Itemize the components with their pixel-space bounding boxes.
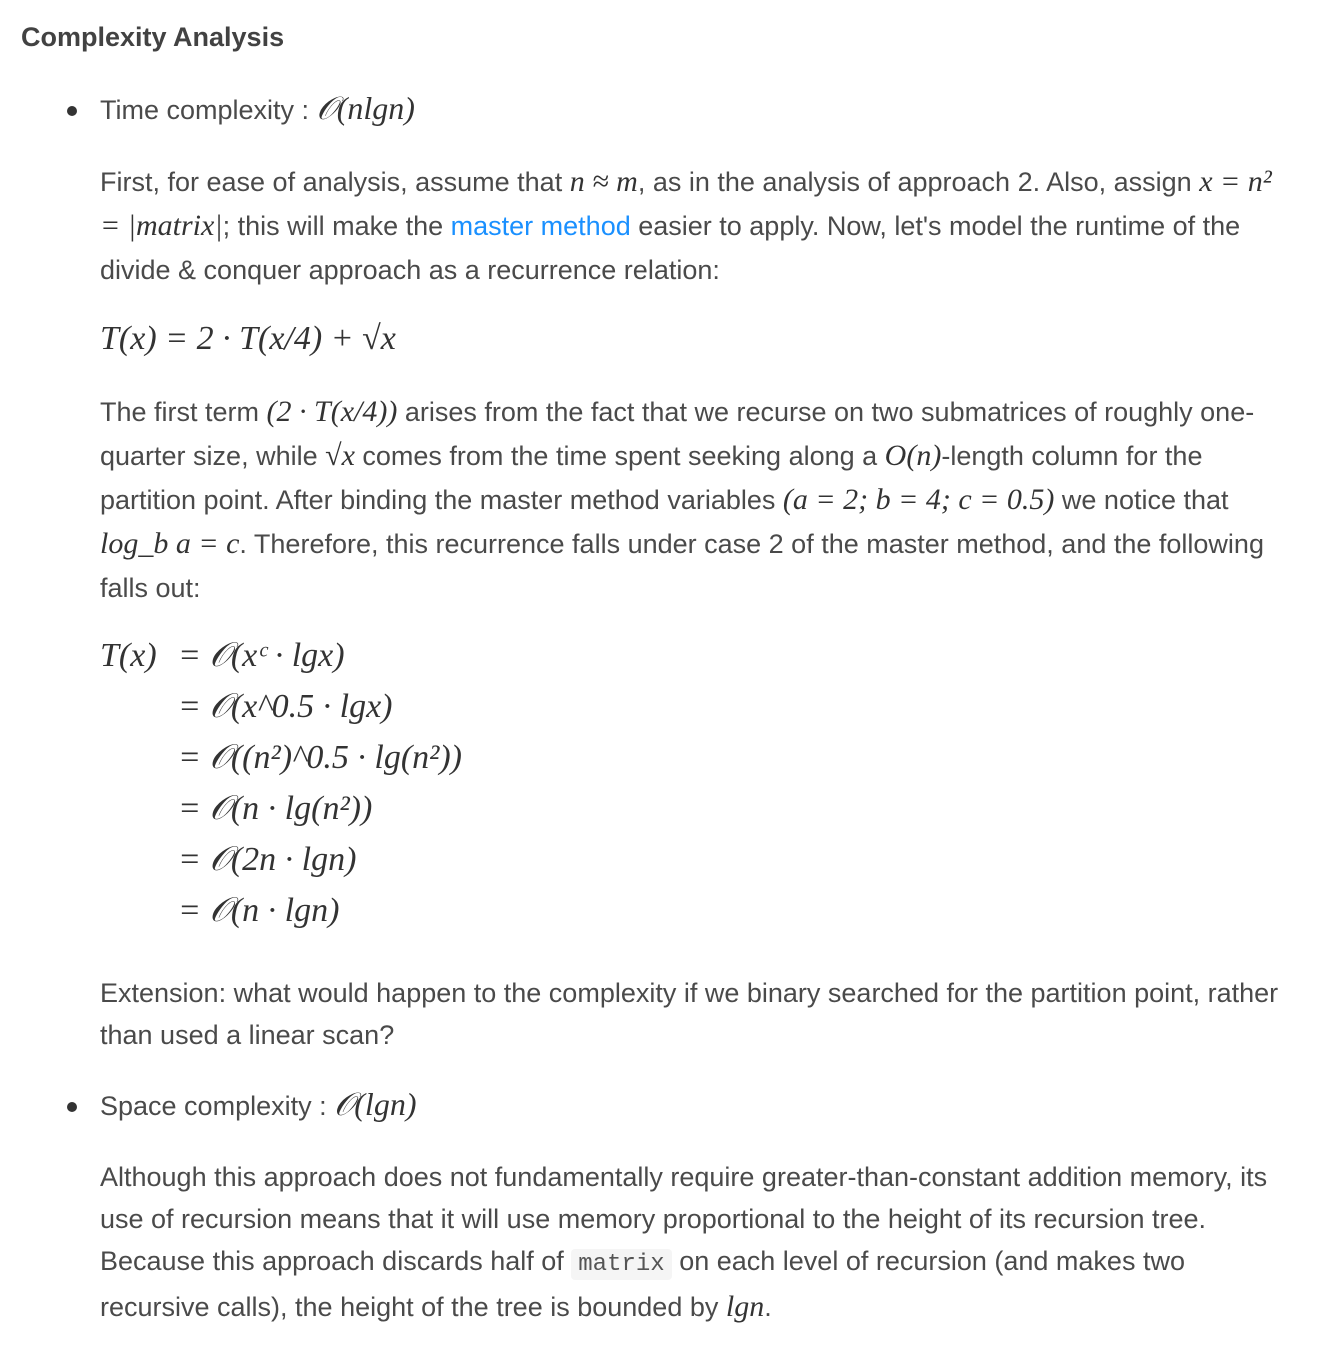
derivation-step: = 𝒪(n · lg(n²)) — [178, 789, 373, 827]
text: easier to apply. Now, let's model the runtime of the divide & conquer approach as a recurrence relation: — [100, 211, 1241, 285]
text: The first term — [100, 397, 267, 427]
derivation-step: = 𝒪(n · lgn) — [178, 891, 340, 929]
derivation-row — [100, 783, 462, 834]
section-heading: Complexity Analysis — [21, 22, 285, 52]
extension-paragraph: Extension: what would happen to the complexity if we binary searched for the partition point, rather than used a linear scan? — [100, 978, 1279, 1050]
space-paragraph — [100, 1156, 1280, 1328]
derivation-row — [100, 681, 462, 732]
time-complexity-heading — [100, 90, 415, 128]
time-paragraph-2 — [100, 390, 1280, 610]
bullet-space — [67, 1102, 77, 1112]
text: . — [764, 1292, 772, 1322]
time-math: 𝒪(nlgn) — [316, 90, 415, 126]
math-vars: (a = 2; b = 4; c = 0.5) — [782, 483, 1055, 516]
time-label: Time complexity : — [100, 95, 317, 125]
derivation-row — [100, 834, 462, 885]
math-o-n: O(n) — [884, 439, 942, 472]
derivation-row — [100, 630, 462, 681]
math-lgn: lgn — [725, 1290, 765, 1323]
bullet-time — [67, 106, 77, 116]
text: Although this approach does not fundamentally require greater-than-constant addition memory, its use of recursion means that it will use memory proportional to the height of its recursion tree. Because this approach discards half of — [100, 1162, 1268, 1276]
space-math: 𝒪(lgn) — [334, 1086, 417, 1122]
math-n-approx-m: n ≈ m — [569, 165, 638, 198]
derivation-step: = 𝒪(xᶜ · lgx) — [178, 636, 345, 674]
derivation — [100, 630, 462, 936]
math-x-def: x = n² = |matrix| — [100, 165, 1272, 242]
time-paragraph-1 — [100, 160, 1280, 292]
recurrence-equation: T(x) = 2 · T(x/4) + √x — [100, 320, 396, 357]
derivation-row — [100, 885, 462, 936]
derivation-lhs: T(x) — [100, 636, 157, 674]
space-complexity-heading — [100, 1086, 416, 1124]
master-method-link[interactable]: master method — [450, 211, 631, 241]
math-sqrt-x: √x — [325, 439, 355, 472]
space-label: Space complexity : — [100, 1091, 335, 1121]
derivation-step: = 𝒪(2n · lgn) — [178, 840, 357, 878]
text: -length column for the partition point. After binding the master method variables — [100, 441, 1203, 515]
text: we notice that — [1054, 485, 1229, 515]
derivation-row — [100, 732, 462, 783]
math-log: log_b a = c — [100, 527, 240, 560]
derivation-step: = 𝒪(x^0.5 · lgx) — [178, 687, 393, 725]
text: , as in the analysis of approach 2. Also, assign — [637, 167, 1200, 197]
text: arises from the fact that we recurse on two submatrices of roughly one-quarter size, while — [100, 397, 1255, 471]
text: . Therefore, this recurrence falls under case 2 of the master method, and the following falls out: — [100, 529, 1264, 603]
text: ; this will make the — [222, 211, 451, 241]
text: comes from the time spent seeking along a — [354, 441, 885, 471]
math-first-term: (2 · T(x/4)) — [266, 395, 398, 428]
text: First, for ease of analysis, assume that — [100, 167, 570, 197]
text: on each level of recursion (and makes two recursive calls), the height of the tree is bounded by — [100, 1246, 1185, 1322]
derivation-step: = 𝒪((n²)^0.5 · lg(n²)) — [178, 738, 462, 776]
code-matrix: matrix — [571, 1249, 671, 1280]
